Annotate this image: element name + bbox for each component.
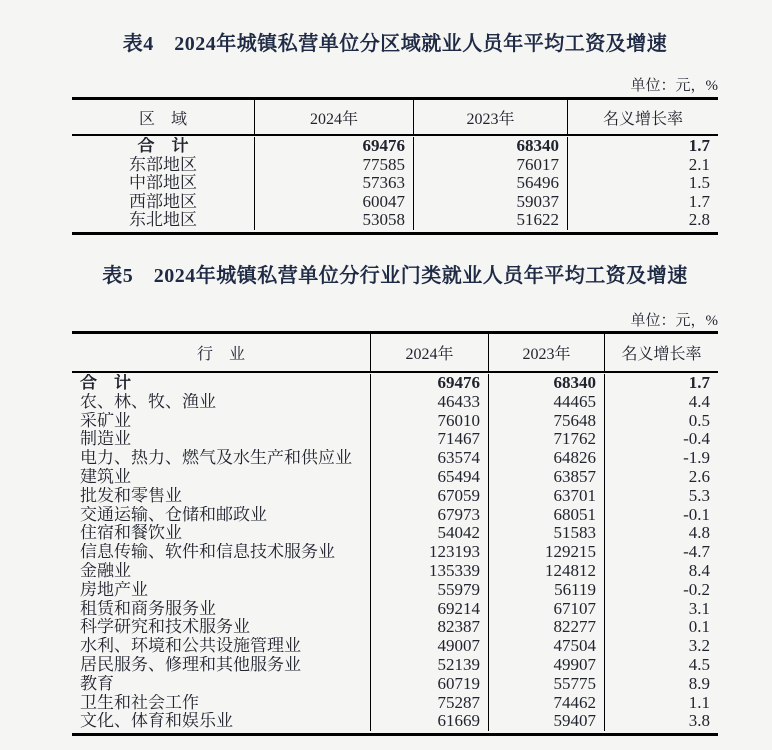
table5 xyxy=(72,331,718,736)
value-2023: 68340 xyxy=(414,137,568,156)
value-2024: 54042 xyxy=(371,524,489,543)
table-row xyxy=(72,193,718,212)
table-row xyxy=(72,468,718,487)
value-2023: 67107 xyxy=(489,600,605,619)
row-label: 教育 xyxy=(72,675,371,694)
table-row xyxy=(72,393,718,412)
value-2024: 55979 xyxy=(371,581,489,600)
row-label: 批发和零售业 xyxy=(72,487,371,506)
value-growth: 4.4 xyxy=(688,392,710,411)
value-2023: 59407 xyxy=(489,712,605,731)
header-cell-growth: 名义增长率 xyxy=(602,110,683,128)
table-row xyxy=(72,675,718,694)
value-growth: 1.7 xyxy=(688,374,710,392)
value-growth: 3.2 xyxy=(688,637,710,656)
value-2024: 67059 xyxy=(371,487,489,506)
value-2023: 129215 xyxy=(489,543,605,562)
row-label: 东部地区 xyxy=(72,156,255,175)
table-row xyxy=(72,543,718,562)
value-2024: 65494 xyxy=(371,468,489,487)
value-growth: 5.3 xyxy=(688,486,710,505)
row-label: 采矿业 xyxy=(72,412,371,431)
row-label: 交通运输、仓储和邮政业 xyxy=(72,506,371,525)
value-2023: 51583 xyxy=(489,524,605,543)
value-growth: 8.4 xyxy=(688,561,710,580)
value-2024: 82387 xyxy=(371,618,489,637)
row-label: 科学研究和技术服务业 xyxy=(72,618,371,637)
row-label: 农、林、牧、渔业 xyxy=(72,393,371,412)
value-growth: -4.7 xyxy=(683,543,710,562)
value-2024: 67973 xyxy=(371,506,489,525)
value-2023: 68340 xyxy=(489,374,605,393)
row-label: 制造业 xyxy=(72,430,371,449)
row-label: 租赁和商务服务业 xyxy=(72,600,371,619)
value-2023: 47504 xyxy=(489,637,605,656)
value-growth: 1.7 xyxy=(688,137,710,155)
value-2023: 124812 xyxy=(489,562,605,581)
header-cell-2023: 2023年 xyxy=(489,334,605,371)
row-label: 中部地区 xyxy=(72,174,255,193)
value-2023: 44465 xyxy=(489,393,605,412)
value-2024: 71467 xyxy=(371,430,489,449)
value-growth: -0.4 xyxy=(683,430,710,449)
value-2024: 75287 xyxy=(371,694,489,713)
table5-title: 表5 2024年城镇私营单位分行业门类就业人员年平均工资及增速 xyxy=(102,265,688,287)
table-row xyxy=(72,694,718,713)
header-cell-2024: 2024年 xyxy=(371,334,489,371)
table-row xyxy=(72,412,718,431)
value-2023: 82277 xyxy=(489,618,605,637)
value-2023: 56119 xyxy=(489,581,605,600)
value-2023: 63701 xyxy=(489,487,605,506)
value-growth: 3.8 xyxy=(688,712,710,731)
value-2023: 68051 xyxy=(489,506,605,525)
value-growth: 2.1 xyxy=(688,155,710,174)
table4-body xyxy=(72,136,718,232)
value-growth: 4.5 xyxy=(688,655,710,674)
row-label: 合 计 xyxy=(72,374,371,393)
value-2024: 57363 xyxy=(255,174,414,193)
header-cell-region: 区 域 xyxy=(72,100,255,134)
value-2024: 69214 xyxy=(371,600,489,619)
value-2023: 63857 xyxy=(489,468,605,487)
table-row xyxy=(72,562,718,581)
header-cell-industry: 行 业 xyxy=(72,334,371,371)
header-cell-growth: 名义增长率 xyxy=(621,346,702,363)
table4-header xyxy=(72,100,718,136)
table-row xyxy=(72,430,718,449)
table-row xyxy=(72,618,718,637)
value-growth: 1.5 xyxy=(688,174,710,193)
header-cell-2024: 2024年 xyxy=(255,100,414,134)
table-row xyxy=(72,374,718,393)
value-2024: 76010 xyxy=(371,412,489,431)
value-growth: 1.7 xyxy=(688,192,710,211)
table-row xyxy=(72,600,718,619)
value-2024: 123193 xyxy=(371,543,489,562)
row-label: 文化、体育和娱乐业 xyxy=(72,712,371,731)
table-row xyxy=(72,174,718,193)
table4-title: 表4 2024年城镇私营单位分区域就业人员年平均工资及增速 xyxy=(122,33,668,55)
value-2024: 77585 xyxy=(255,156,414,175)
value-2024: 69476 xyxy=(371,374,489,393)
value-2024: 69476 xyxy=(255,137,414,156)
row-label: 水利、环境和公共设施管理业 xyxy=(72,637,371,656)
table4 xyxy=(72,97,718,235)
value-2023: 75648 xyxy=(489,412,605,431)
table4-unit-note: 单位：元，% xyxy=(630,78,718,94)
value-2024: 53058 xyxy=(255,211,414,230)
value-growth: -0.1 xyxy=(683,505,710,524)
value-2023: 55775 xyxy=(489,675,605,694)
value-2023: 59037 xyxy=(414,193,568,212)
value-2023: 76017 xyxy=(414,156,568,175)
table-row xyxy=(72,524,718,543)
value-growth: 1.1 xyxy=(688,693,710,712)
value-2024: 60719 xyxy=(371,675,489,694)
value-growth: 2.6 xyxy=(688,467,710,486)
table5-header xyxy=(72,334,718,373)
table-row xyxy=(72,449,718,468)
table5-body xyxy=(72,373,718,733)
table-row xyxy=(72,137,718,156)
value-2024: 61669 xyxy=(371,712,489,731)
value-growth: 0.5 xyxy=(688,411,710,430)
table-row xyxy=(72,156,718,175)
value-growth: 2.8 xyxy=(688,211,710,230)
value-2023: 74462 xyxy=(489,694,605,713)
table-row xyxy=(72,712,718,731)
value-growth: 4.8 xyxy=(688,524,710,543)
header-cell-2023: 2023年 xyxy=(414,100,568,134)
row-label: 合 计 xyxy=(72,137,255,156)
value-2023: 71762 xyxy=(489,430,605,449)
row-label: 住宿和餐饮业 xyxy=(72,524,371,543)
value-2024: 46433 xyxy=(371,393,489,412)
table-row xyxy=(72,581,718,600)
value-2024: 49007 xyxy=(371,637,489,656)
value-2023: 49907 xyxy=(489,656,605,675)
row-label: 房地产业 xyxy=(72,581,371,600)
value-2024: 60047 xyxy=(255,193,414,212)
row-label: 西部地区 xyxy=(72,193,255,212)
row-label: 建筑业 xyxy=(72,468,371,487)
value-growth: -0.2 xyxy=(683,580,710,599)
value-growth: 0.1 xyxy=(688,618,710,637)
value-growth: 3.1 xyxy=(688,599,710,618)
row-label: 东北地区 xyxy=(72,211,255,230)
table5-unit-note: 单位：元，% xyxy=(630,313,718,329)
table-row xyxy=(72,487,718,506)
table-row xyxy=(72,506,718,525)
value-2024: 52139 xyxy=(371,656,489,675)
value-2024: 135339 xyxy=(371,562,489,581)
table-row xyxy=(72,656,718,675)
row-label: 信息传输、软件和信息技术服务业 xyxy=(72,543,371,562)
table-row xyxy=(72,211,718,230)
value-growth: 8.9 xyxy=(688,674,710,693)
value-growth: -1.9 xyxy=(683,449,710,468)
value-2023: 64826 xyxy=(489,449,605,468)
value-2023: 56496 xyxy=(414,174,568,193)
table-row xyxy=(72,637,718,656)
row-label: 居民服务、修理和其他服务业 xyxy=(72,656,371,675)
value-2023: 51622 xyxy=(414,211,568,230)
row-label: 卫生和社会工作 xyxy=(72,694,371,713)
row-label: 电力、热力、燃气及水生产和供应业 xyxy=(72,449,371,468)
row-label: 金融业 xyxy=(72,562,371,581)
value-2024: 63574 xyxy=(371,449,489,468)
